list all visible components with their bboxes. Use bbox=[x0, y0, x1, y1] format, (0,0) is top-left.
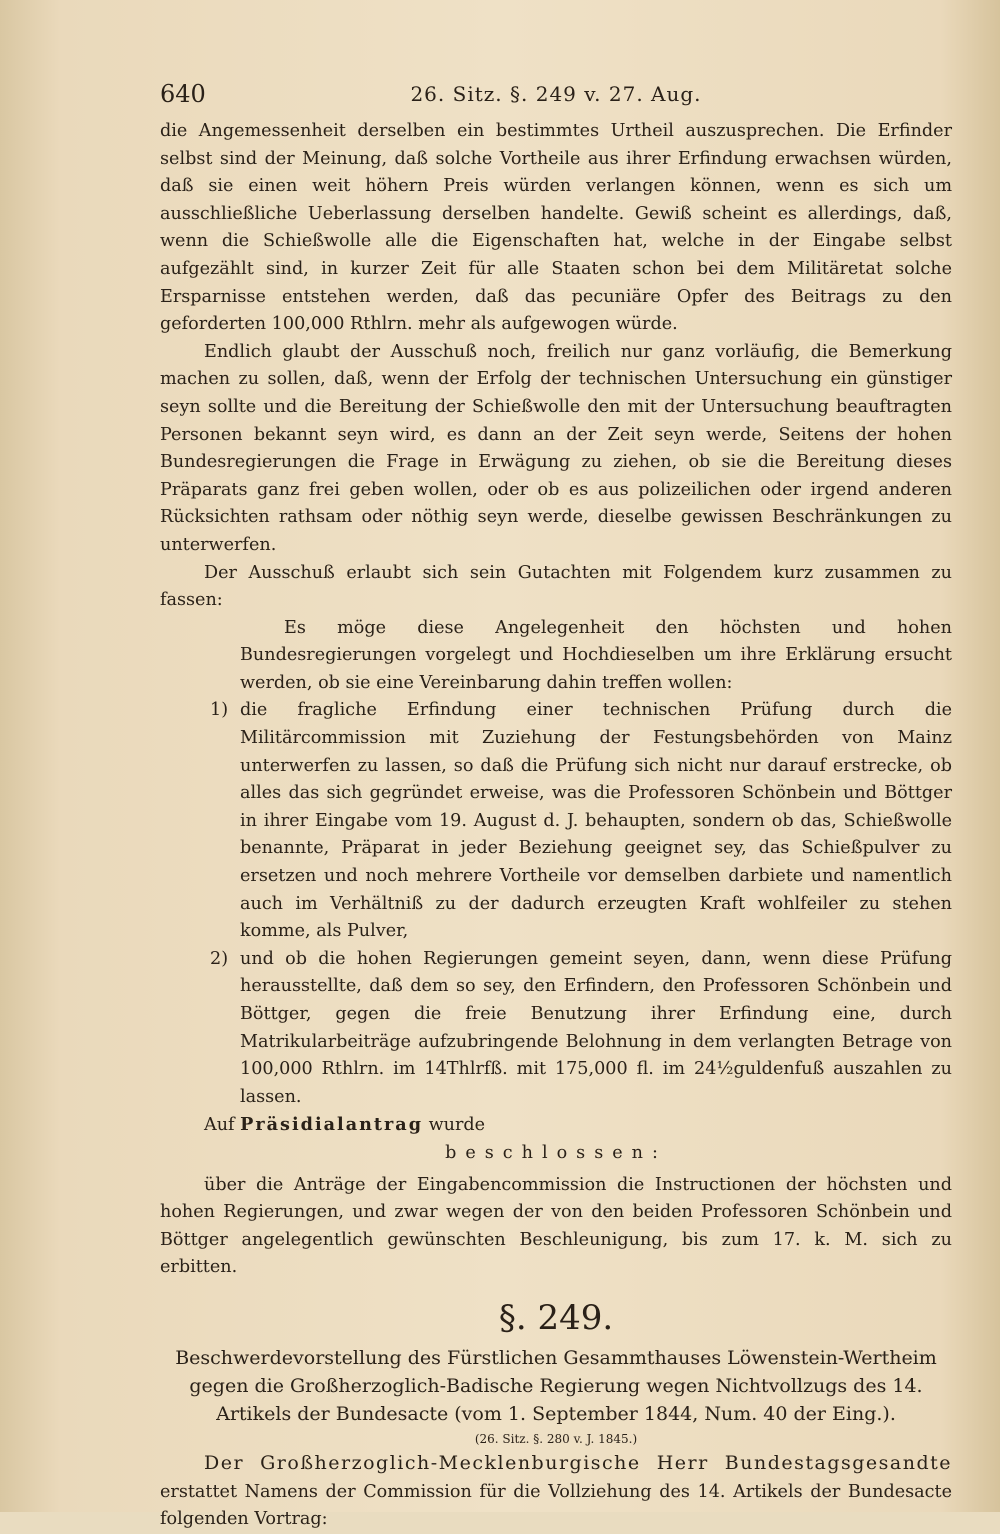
motion-bold: Präsidialantrag bbox=[240, 1114, 424, 1136]
section-heading-line: Artikels der Bundesacte (vom 1. September 1844, Num. 40 der Eing.). bbox=[216, 1402, 896, 1425]
report-intro-text: erstattet Namens der Commission für die Vollziehung des 14. Artikels der Bundesacte folgenden Vortrag: bbox=[160, 1481, 952, 1530]
proposal-intro: Es möge diese Angelegenheit den höchsten und hohen Bundesregierungen vorgelegt und Hochdieselben um ihre Erklärung ersucht werden, ob sie eine Vereinbarung dahin treffen wollen: bbox=[240, 617, 952, 693]
list-item bbox=[210, 697, 952, 945]
report-intro bbox=[160, 1450, 952, 1534]
page-number: 640 bbox=[160, 80, 206, 108]
proposal-block bbox=[240, 615, 952, 698]
page-header bbox=[160, 80, 952, 116]
section-number: §. 249. bbox=[498, 1297, 614, 1338]
speaker: Der Großherzoglich-Mecklenburgische Herr Bundestagsgesandte bbox=[204, 1451, 952, 1474]
resolution-text: über die Anträge der Eingabencommission die Instructionen der höchsten und hohen Regierungen, und zwar wegen der von den beiden Professoren Schönbein und Böttger angelegentlich gewünschten Beschleunigung, bis zum 17. k. M. sich zu erbitten. bbox=[160, 1174, 952, 1278]
list-item-text: die fragliche Erfindung einer technischen Prüfung durch die Militärcommission mit Zuziehung der Festungsbehörden von Mainz unterwerfen zu lassen, so daß die Prüfung sich nicht nur darauf erstrecke, ob alles das sich gegründet erweise, was die Professoren Schönbein und Böttger in ihrer Eingabe vom 19. August d. J. behaupten, sondern ob das, Schießwolle benannte, Präparat in jeder Beziehung geeignet sey, das Schießpulver zu ersetzen und noch mehrere Vortheile vor demselben darbiete und namentlich auch im Verhältniß zu der dadurch erzeugten Kraft wohlfeiler zu stehen komme, als Pulver, bbox=[240, 700, 952, 942]
section-heading-line: gegen die Großherzoglich-Badische Regierung wegen Nichtvollzugs des 14. bbox=[189, 1374, 923, 1397]
list-item-number: 1) bbox=[210, 700, 229, 721]
resolved-label: beschlossen: bbox=[445, 1142, 667, 1163]
motion-prefix: Auf bbox=[204, 1115, 235, 1136]
section-reference: (26. Sitz. §. 280 v. J. 1845.) bbox=[474, 1431, 638, 1446]
running-head: 26. Sitz. §. 249 v. 27. Aug. bbox=[410, 82, 702, 106]
motion-line bbox=[160, 1111, 952, 1140]
paragraph: Der Ausschuß erlaubt sich sein Gutachten mit Folgendem kurz zusammen zu fassen: bbox=[160, 562, 952, 611]
list-item bbox=[210, 946, 952, 1112]
paragraph: die Angemessenheit derselben ein bestimmtes Urtheil auszusprechen. Die Erfinder selbst sind der Meinung, daß solche Vortheile aus ihrer Erfindung erwachsen würden, daß sie einen weit höhern Preis würden verlangen können, wenn es sich um ausschließliche Ueberlassung derselben handelte. Gewiß scheint es allerdings, daß, wenn die Schießwolle alle die Eigenschaften hat, welche in der Eingabe selbst aufgezählt sind, in kurzer Zeit für alle Staaten schon bei dem Militäretat solche Ersparnisse entstehen werden, daß das pecuniäre Opfer des Beitrags zu den geforderten 100,000 Rthlrn. mehr als aufgewogen würde. bbox=[160, 121, 952, 335]
list-item-number: 2) bbox=[210, 948, 229, 969]
paragraph: Endlich glaubt der Ausschuß noch, freilich nur ganz vorläufig, die Bemerkung machen zu sollen, daß, wenn der Erfolg der technischen Untersuchung ein günstiger seyn sollte und die Bereitung der Schießwolle den mit der Untersuchung beauftragten Personen bekannt seyn wird, es dann an der Zeit seyn werde, Seitens der hohen Bundesregierungen die Frage in Erwägung zu ziehen, ob sie die Bereitung dieses Präparats ganz frei geben wollen, oder ob es aus polizeilichen oder irgend anderen Rücksichten rathsam oder nöthig seyn werde, dieselbe gewissen Beschränkungen zu unterwerfen. bbox=[160, 341, 952, 555]
body-text bbox=[160, 118, 952, 1534]
section-heading-line: Beschwerdevorstellung des Fürstlichen Gesammthauses Löwenstein-Wertheim bbox=[175, 1346, 937, 1369]
list-item-text: und ob die hohen Regierungen gemeint seyen, dann, wenn diese Prüfung herausstellte, daß dem so sey, den Erfindern, den Professoren Schönbein und Böttger, gegen die freie Benutzung ihrer Erfindung eine, durch Matrikularbeiträge aufzubringende Belohnung in dem verlangten Betrage von 100,000 Rthlrn. im 14Thlrfß. mit 175,000 fl. im 24½guldenfuß auszahlen zu lassen. bbox=[240, 948, 952, 1107]
motion-suffix: wurde bbox=[428, 1115, 486, 1136]
